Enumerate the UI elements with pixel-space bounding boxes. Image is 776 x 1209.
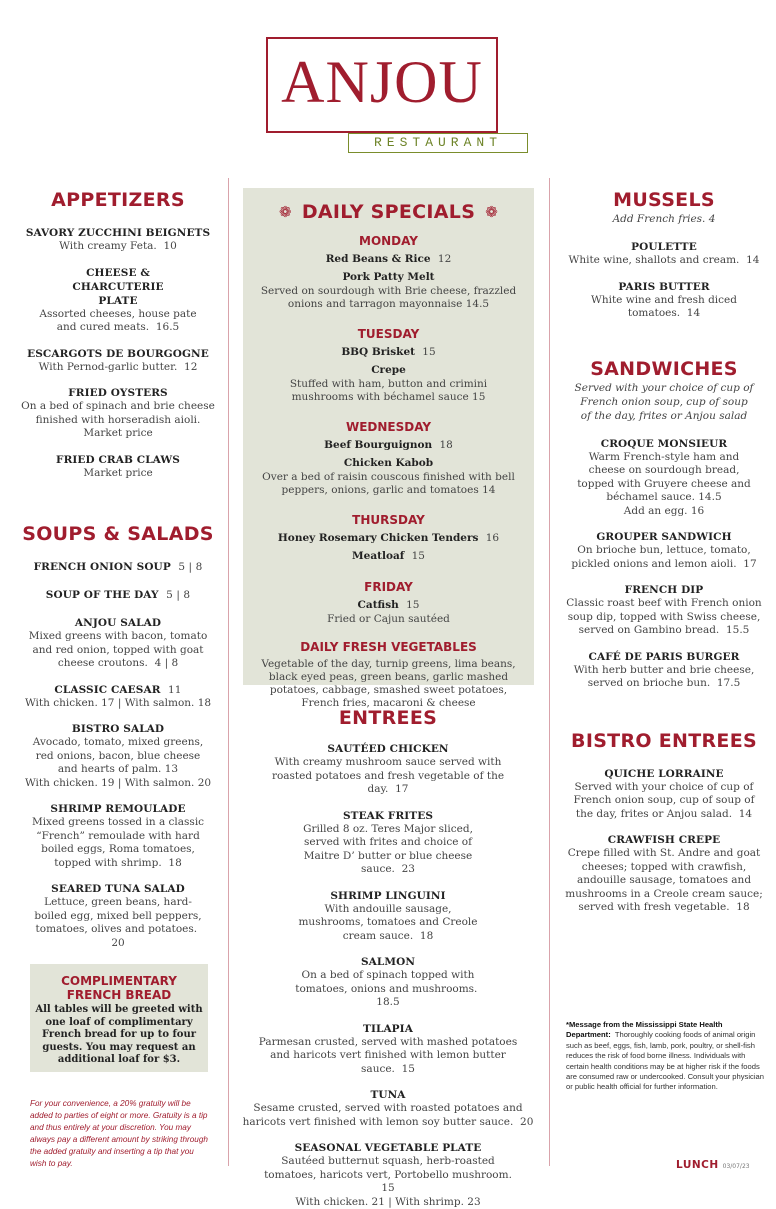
menu-item: POULETTE White wine, shallots and cream. 14: [568, 241, 760, 266]
menu-item: GROUPER SANDWICH On brioche bun, lettuce, tomato, pickled onions and lemon aioli. 17: [571, 531, 757, 570]
day-tuesday: TUESDAY: [357, 327, 420, 341]
menu-item: CROQUE MONSIEUR Warm French-style ham and cheese on sourdough bread, topped with Gruyere cheese and béchamel sauce. 14.5 Add an egg. 16: [577, 437, 751, 517]
entrees-section: [242, 706, 534, 1209]
mussels-subtitle: Add French fries. 4: [612, 213, 716, 225]
restaurant-subtitle: RESTAURANT: [348, 133, 528, 153]
menu-item: FRENCH ONION SOUP 5 | 8: [33, 561, 203, 573]
right-column: [562, 188, 766, 915]
menu-item: SAVORY ZUCCHINI BEIGNETS With creamy Feta. 10: [25, 227, 211, 252]
day-friday: FRIDAY: [364, 580, 413, 594]
menu-item: SEASONAL VEGETABLE PLATE Sautéed butternut squash, herb-roasted tomatoes, haricots vert, Portobello mushroom. 15 With chicken. 21 | With shrimp. 23: [264, 1142, 512, 1208]
daily-vegetables-title: DAILY FRESH VEGETABLES: [300, 640, 477, 654]
menu-item: FRIED CRAB CLAWS Market price: [56, 453, 180, 479]
column-divider-left: [228, 178, 229, 1166]
menu-item: CRAWFISH CREPE Crepe filled with St. Andre and goat cheeses; topped with crawfish, andouille sausage, tomatoes and mushrooms in a Creole cream sauce; served with fresh vegetable. 18: [565, 834, 763, 913]
menu-item: FRIED OYSTERS On a bed of spinach and brie cheese finished with horseradish aioli. Market price: [21, 387, 215, 439]
menu-item: CHEESE & CHARCUTERIE PLATE Assorted cheeses, house pate and cured meats. 16.5: [39, 266, 197, 333]
flourish-icon: ❁: [485, 203, 499, 221]
day-thursday: THURSDAY: [352, 513, 425, 527]
menu-item: PARIS BUTTER White wine and fresh diced tomatoes. 14: [591, 280, 737, 319]
menu-item: BISTRO SALAD Avocado, tomato, mixed greens, red onions, bacon, blue cheese and hearts of palm. 13 With chicken. 19 | With salmon. 20: [24, 723, 212, 789]
daily-specials-box: ❁ DAILY SPECIALS ❁ MONDAY Red Beans & Rice 12 Pork Patty Melt Served on sourdough with Brie cheese, frazzled onions and tarragon mayonnaise 14.5 TUESDAY BBQ Brisket 15 Crepe Stuffed with ham, button and crimini mushrooms with béchamel sauce 15 WEDNESDAY Beef Bourguignon 18 Chicken Kabob Over a bed of raisin couscous finished with bell peppers, onions, garlic and tomatoes 14 THURSDAY Honey Rosemary Chicken Tenders 16 Meatloaf 15 FRIDAY Catfish 15 Fried or Cajun sautéed DAILY FRESH VEGETABLES Vegetable of the day, turnip greens, lima beans, black eyed peas, green beans, garlic mashed potatoes, cabbage, smashed sweet potatoes, French fries, macaroni & cheese: [243, 188, 534, 685]
day-wednesday: WEDNESDAY: [345, 420, 432, 434]
menu-date: 03/07/23: [722, 1163, 750, 1170]
menu-item: SAUTÉED CHICKEN With creamy mushroom sauce served with roasted potatoes and fresh vegetable of the day. 17: [271, 743, 505, 795]
complimentary-bread-box: COMPLIMENTARY FRENCH BREAD All tables will be greeted with one loaf of complimentary French bread for up to four guests. You may request an additional loaf for $3.: [30, 964, 208, 1072]
menu-item: SHRIMP LINGUINI With andouille sausage, mushrooms, tomatoes and Creole cream sauce. 18: [298, 889, 478, 942]
menu-item: QUICHE LORRAINE Served with your choice of cup of French onion soup, cup of soup of the day, frites or Anjou salad. 14: [573, 767, 755, 820]
menu-item: ESCARGOTS DE BOURGOGNE With Pernod-garlic butter. 12: [27, 347, 209, 373]
menu-item: SEARED TUNA SALAD Lettuce, green beans, hard-boiled egg, mixed bell peppers, tomatoes, olives and potatoes. 20: [34, 883, 202, 949]
left-column: [18, 188, 218, 950]
flourish-icon: ❁: [278, 203, 292, 221]
bistro-entrees-title: BISTRO ENTREES: [571, 729, 757, 752]
appetizers-title: APPETIZERS: [51, 189, 185, 211]
menu-item: TUNA Sesame crusted, served with roasted potatoes and haricots vert finished with lemon soy butter sauce. 20: [242, 1089, 534, 1128]
menu-item: CAFÉ DE PARIS BURGER With herb butter and brie cheese, served on brioche bun. 17.5: [573, 650, 755, 689]
column-divider-right: [549, 178, 550, 1166]
daily-specials-title: ❁ DAILY SPECIALS ❁: [278, 201, 499, 223]
gratuity-note: For your convenience, a 20% gratuity will be added to parties of eight or more. Gratuity is a tip and thus entirely at your discretion. You may always pay a different amount by striking through the added gratuity and inserting a tip that you wish to pay.: [30, 1099, 208, 1168]
bread-text: All tables will be greeted with one loaf of complimentary French bread for up to four guests. You may request an additional loaf for $3.: [35, 1004, 203, 1065]
menu-item: FRENCH DIP Classic roast beef with French onion soup dip, topped with Swiss cheese, served on Gambino bread. 15.5: [566, 584, 762, 636]
entrees-title: ENTREES: [338, 707, 438, 729]
logo-frame: [266, 37, 498, 133]
mussels-title: MUSSELS: [613, 189, 715, 211]
sandwiches-subtitle: Served with your choice of cup of French onion soup, cup of soup of the day, frites or Anjou salad: [574, 381, 754, 422]
menu-item: STEAK FRITES Grilled 8 oz. Teres Major sliced, served with frites and choice of Maitre D’ butter or blue cheese sauce. 23: [303, 809, 473, 875]
menu-item: SOUP OF THE DAY 5 | 8: [45, 589, 191, 601]
menu-item: ANJOU SALAD Mixed greens with bacon, tomato and red onion, topped with goat cheese croutons. 4 | 8: [28, 617, 208, 669]
restaurant-name: ANJOU: [281, 49, 483, 115]
menu-footer: [676, 1153, 750, 1172]
health-notice: *Message from the Mississippi State Health Department: Thoroughly cooking foods of animal origin such as beef, eggs, fish, lamb, pork, poultry, or shell-fish reduces the risk of food borne illness. Individuals with certain health conditions may be at higher risk if the foods are consumed raw or undercooked. Consult your physician or public health official for further information.: [566, 1020, 764, 1092]
menu-item: SALMON On a bed of spinach topped with tomatoes, onions and mushrooms. 18.5: [295, 956, 478, 1008]
soups-salads-title: SOUPS & SALADS: [22, 523, 214, 545]
day-monday: MONDAY: [359, 234, 418, 248]
menu-name: LUNCH: [676, 1159, 719, 1171]
menu-item: CLASSIC CAESAR 11 With chicken. 17 | With salmon. 18: [24, 683, 212, 709]
menu-item: SHRIMP REMOULADE Mixed greens tossed in a classic “French” remoulade with hard boiled eggs, Roma tomatoes, topped with shrimp. 18: [31, 803, 205, 869]
sandwiches-title: SANDWICHES: [590, 357, 738, 380]
vegetables-list: Vegetable of the day, turnip greens, lima beans, black eyed peas, green beans, garlic mashed potatoes, cabbage, smashed sweet potatoes, French fries, macaroni & cheese: [261, 658, 516, 709]
menu-item: TILAPIA Parmesan crusted, served with mashed potatoes and haricots vert finished with lemon butter sauce. 15: [258, 1022, 518, 1075]
